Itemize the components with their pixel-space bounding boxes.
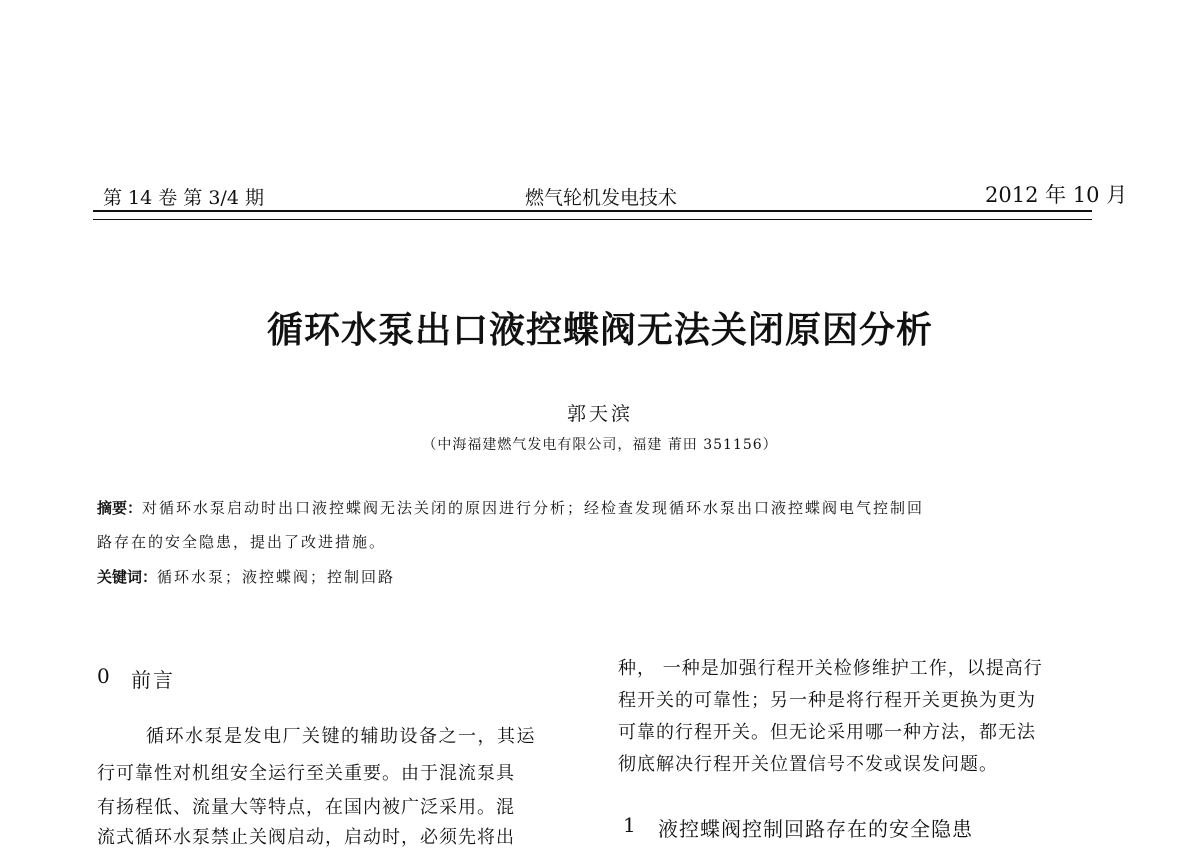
journal-name: 燃气轮机发电技术 [525, 187, 678, 209]
body-line: 可靠的行程开关。但无论采用哪一种方法，都无法 [618, 722, 1036, 743]
section-0-number: 0 [97, 664, 110, 688]
header-rule-thin [93, 219, 1092, 220]
body-line: 循环水泵是发电厂关键的辅助设备之一，其运 [146, 726, 536, 747]
abstract-text-1: 对循环水泵启动时出口液控蝶阀无法关闭的原因进行分析；经检查发现循环水泵出口液控蝶阀电气控制回 [142, 499, 925, 517]
abstract-line-2: 路存在的安全隐患，提出了改进措施。 [97, 533, 387, 551]
keywords-text: 循环水泵；液控蝶阀；控制回路 [157, 568, 396, 586]
body-line: 种， 一种是加强行程开关检修维护工作，以提高行 [618, 658, 1043, 679]
paper-author: 郭天滨 [566, 403, 633, 425]
section-1-heading: 液控蝶阀控制回路存在的安全隐患 [658, 817, 973, 841]
body-line: 彻底解决行程开关位置信号不发或误发问题。 [618, 754, 998, 775]
journal-volume-issue: 第 14 卷 第 3/4 期 [103, 187, 264, 209]
body-line: 行可靠性对机组安全运行至关重要。由于混流泵具 [97, 763, 515, 784]
body-line: 有扬程低、流量大等特点，在国内被广泛采用。混 [97, 797, 515, 818]
keywords-label: 关键词： [97, 568, 158, 586]
section-0-heading: 前言 [131, 668, 175, 692]
header-rule-thick [93, 210, 1092, 212]
body-line: 程开关的可靠性；另一种是将行程开关更换为更为 [618, 690, 1036, 711]
abstract-line-1 [97, 497, 924, 518]
body-line: 流式循环水泵禁止关阀启动，启动时，必须先将出 [97, 827, 515, 848]
paper-title: 循环水泵出口液控蝶阀无法关闭原因分析 [266, 310, 933, 351]
keywords-line [97, 566, 395, 587]
section-1-number: 1 [623, 813, 636, 837]
author-affiliation: （中海福建燃气发电有限公司，福建 莆田 351156） [422, 437, 778, 453]
abstract-label: 摘要： [97, 499, 143, 517]
publication-date: 2012 年 10 月 [985, 183, 1128, 207]
